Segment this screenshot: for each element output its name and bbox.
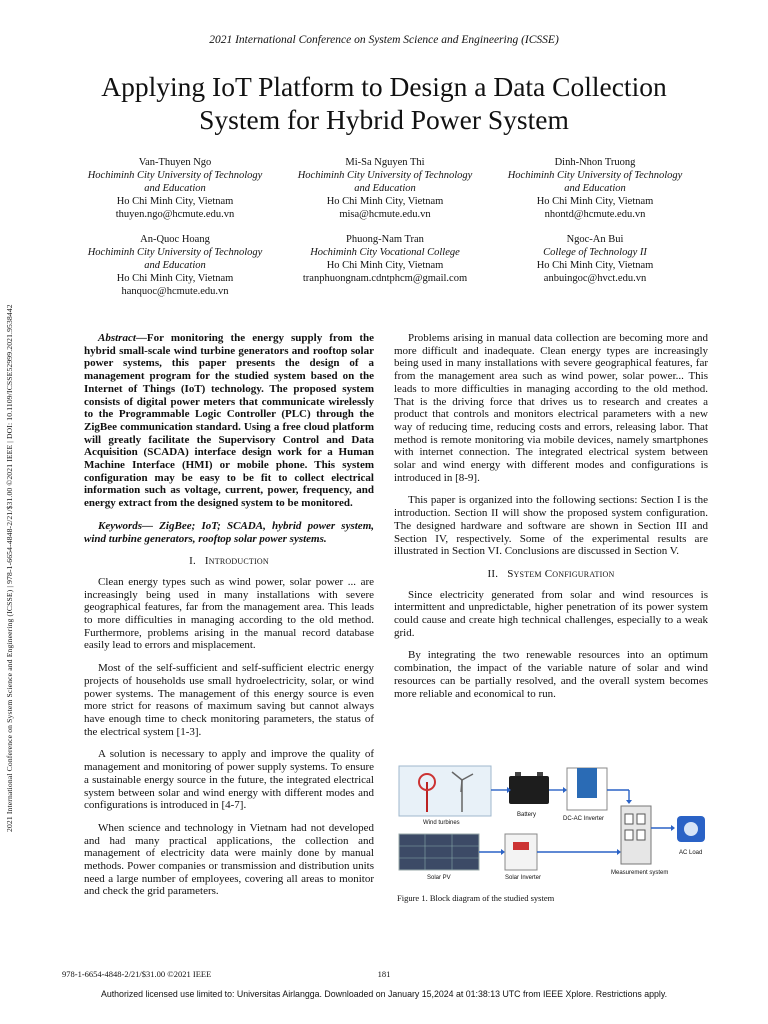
label-solar-pv: Solar PV	[427, 875, 451, 881]
block-diagram-figure	[397, 762, 709, 887]
author-name: An-Quoc Hoang	[140, 234, 210, 245]
author-city: Ho Chi Minh City, Vietnam	[536, 260, 654, 271]
paragraph: When science and technology in Vietnam had not developed and had many practical applications, the collection and management of electricity data were mainly done by manual methods. Power companies or transmission and distribution units need a large number of employees, covering all areas to monitor and check the grid parameters.	[84, 821, 374, 898]
author-email[interactable]: nhontd@hcmute.edu.vn	[544, 209, 646, 220]
paragraph: By integrating the two renewable resources into an optimum combination, the impact of the variable nature of solar and wind resources can be partially resolved, and the overall system becomes more reliable and economical to run.	[394, 649, 708, 700]
author-block	[490, 156, 700, 221]
section-number: I.	[189, 555, 196, 568]
label-wind-turbines: Wind turbines	[423, 820, 460, 826]
left-column	[84, 332, 374, 908]
label-dc-ac-inverter: DC-AC Inverter	[563, 816, 605, 822]
keywords: Keywords— ZigBee; IoT; SCADA, hybrid power system, wind turbine generators, rooftop solar power systems.	[84, 519, 374, 545]
author-name: Phuong-Nam Tran	[346, 234, 424, 245]
abstract-lead: Abstract	[98, 332, 136, 344]
paragraph: Most of the self-sufficient and self-sufficient electric energy projects of households use small hydroelectricity, solar, or wind power systems. The management of this energy source is even more strict for reasons of maximum saving but cannot always have enough time to check monitoring parameters, the status of the electrical system [1-3].	[84, 662, 374, 738]
solar-inverter-icon	[505, 834, 537, 870]
author-city: Ho Chi Minh City, Vietnam	[536, 196, 654, 207]
author-affiliation: Hochiminh City University of Technology	[87, 170, 263, 181]
section-heading-system-configuration	[394, 568, 708, 581]
author-affiliation: Hochiminh City Vocational College	[310, 247, 460, 258]
author-name: Dinh-Nhon Truong	[554, 157, 636, 168]
side-doi-label: 2021 International Conference on System Science and Engineering (ICSSE) | 978-1-6654-4848-2/21/$31.00 ©2021 IEEE | DOI: 10.1109/ICSSE52999.2021.9538442	[5, 304, 14, 832]
figure-caption: Figure 1. Block diagram of the studied system	[397, 893, 555, 903]
label-solar-inverter: Solar Inverter	[505, 875, 542, 881]
label-battery: Battery	[517, 812, 537, 818]
author-affiliation: Hochiminh City University of Technology	[507, 170, 683, 181]
paragraph: A solution is necessary to apply and improve the quality of management and monitoring of power supply systems. To ensure a sustainable energy source in the future, the integrated electrical system between solar and wind energy with different modes and configurations is introduced in [4-7].	[84, 748, 374, 812]
author-name: Van-Thuyen Ngo	[138, 157, 212, 168]
footer-isbn: 978-1-6654-4848-2/21/$31.00 ©2021 IEEE	[62, 969, 212, 979]
section-heading-introduction	[84, 555, 374, 568]
abstract	[84, 332, 374, 510]
author-email[interactable]: misa@hcmute.edu.vn	[339, 209, 431, 220]
paragraph: Problems arising in manual data collection are becoming more and more difficult and inadequate. Clean energy types are increasingly being used in many installations with severe geographical features, far from the management area such as wind power, solar power... This leads to more difficulties in managing according to the old method. That is the driving force that drives us to research and creates a product that controls and monitors electrical parameters with a new way of reducing time, reducing costs and errors, releasing labor. That method is remote monitoring via mobile devices, namely smartphones with internet connection. The integrated electrical system between solar and wind energy with different modes and configurations is introduced in [8-9].	[394, 332, 708, 484]
wind-turbines-image	[399, 766, 491, 816]
author-email[interactable]: tranphuongnam.cdntphcm@gmail.com	[302, 273, 468, 284]
author-email[interactable]: anbuingoc@hvct.edu.vn	[543, 273, 647, 284]
section-title: Introduction	[204, 555, 269, 568]
author-block	[70, 233, 280, 298]
author-block	[70, 156, 280, 221]
author-block	[490, 233, 700, 285]
author-name: Mi-Sa Nguyen Thi	[345, 157, 425, 168]
abstract-text: —For monitoring the energy supply from the hybrid small-scale wind turbine generators and rooftop solar power systems, this paper presents the design of a management program for the studied system based on the Internet of Things (IoT) technology. The proposed system consists of digital power meters that communicate wirelessly to the Programmable Logic Controller (PLC) through the ZigBee communication standard. Using a free cloud platform will greatly facilitate the Supervisory Control and Data Acquisition (SCADA) interface design work for a Human Machine Interface (HMI) or mobile phone. This system configuration may be easy to be fit to collect electrical information such as voltage, current, power, frequency, and energy extract from the designed system to be monitored.	[84, 332, 374, 510]
label-ac-load: AC Load	[679, 850, 703, 856]
block-diagram-svg	[397, 762, 709, 887]
author-affiliation: and Education	[564, 183, 626, 194]
section-title: System Configuration	[507, 567, 615, 580]
battery-icon	[509, 776, 549, 804]
author-affiliation: and Education	[144, 260, 206, 271]
paragraph: Clean energy types such as wind power, solar power ... are increasingly being used in many installations with severe geographical features, far from the management area. This leads to more difficulties in managing according to the old method. Furthermore, problems arising in the manual record database easily lead to errors and misplacement.	[84, 575, 374, 652]
author-affiliation: Hochiminh City University of Technology	[297, 170, 473, 181]
solar-pv-image	[399, 834, 479, 870]
author-affiliation: and Education	[144, 183, 206, 194]
author-city: Ho Chi Minh City, Vietnam	[326, 260, 444, 271]
license-notice: Authorized licensed use limited to: Universitas Airlangga. Downloaded on January 15,2024 at 01:38:13 UTC from IEEE Xplore. Restrictions apply.	[100, 989, 668, 999]
author-block	[280, 233, 490, 285]
author-affiliation: College of Technology II	[543, 247, 647, 258]
author-email[interactable]: hanquoc@hcmute.edu.vn	[121, 286, 229, 297]
author-affiliation: and Education	[354, 183, 416, 194]
author-name: Ngoc-An Bui	[566, 234, 624, 245]
conference-header: 2021 International Conference on System Science and Engineering (ICSSE)	[209, 34, 559, 46]
right-column	[394, 332, 708, 710]
author-block	[280, 156, 490, 221]
author-affiliation: Hochiminh City University of Technology	[87, 247, 263, 258]
paragraph: This paper is organized into the following sections: Section I is the introduction. Section II will show the proposed system configuration. The designed hardware and software are shown in Section III and Section IV, respectively. Some of the experimental results are illustrated in Section VI. Conclusions are discussed in Section V.	[394, 494, 708, 558]
label-measurement-system: Measurement system	[611, 870, 669, 876]
author-city: Ho Chi Minh City, Vietnam	[116, 273, 234, 284]
author-city: Ho Chi Minh City, Vietnam	[116, 196, 234, 207]
author-email[interactable]: thuyen.ngo@hcmute.edu.vn	[115, 209, 235, 220]
author-city: Ho Chi Minh City, Vietnam	[326, 196, 444, 207]
paper-title: Applying IoT Platform to Design a Data Collection System for Hybrid Power System	[101, 71, 667, 135]
paragraph: Since electricity generated from solar and wind resources is intermittent and unpredictable, higher penetration of its power system could cause and create high technical challenges, especially to a weak grid.	[394, 588, 708, 639]
section-number: II.	[487, 567, 499, 580]
page-number: 181	[377, 969, 391, 979]
